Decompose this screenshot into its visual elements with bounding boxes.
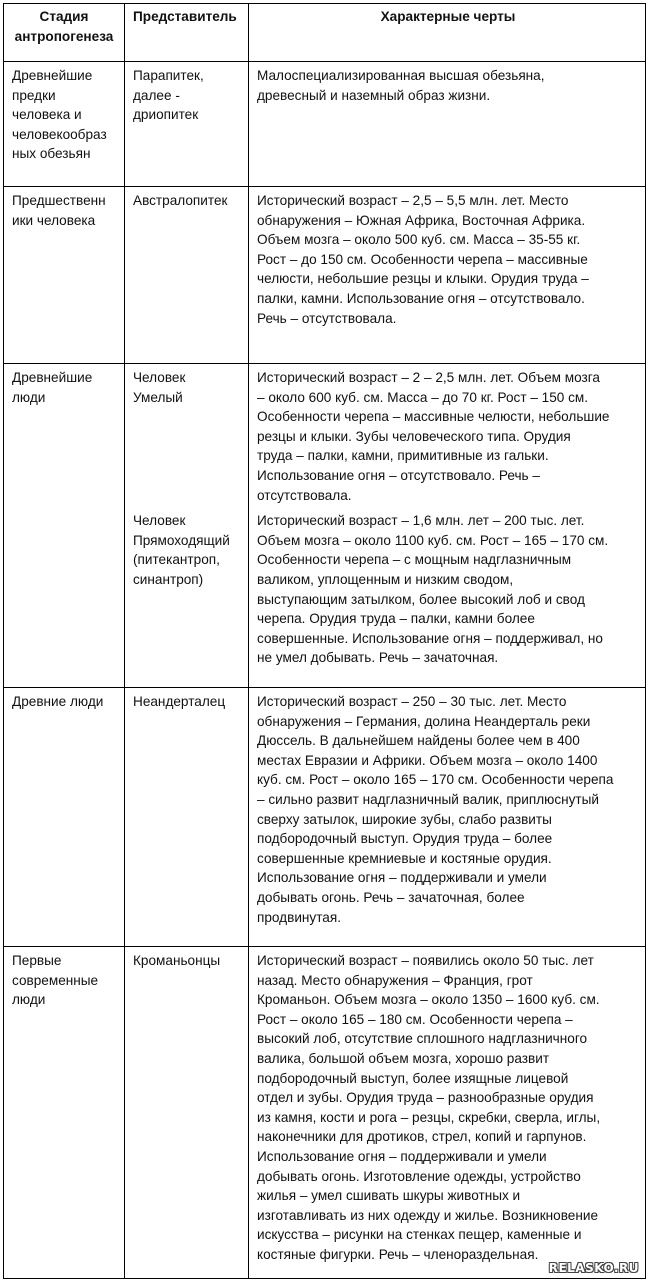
representative-line: Человек (133, 513, 186, 529)
features-line: труда – палки, камни, примитивные из гальки. (257, 448, 549, 464)
stage-line: человекообраз (12, 126, 107, 142)
features-line: изготавливать из них одежду и жилье. Возникновение (257, 1207, 599, 1223)
table-row (4, 187, 646, 364)
representative-line: Человек (133, 370, 186, 385)
table-row (4, 688, 646, 947)
stage-line: человека и (12, 107, 82, 123)
representative-line: (питекантроп, (133, 552, 220, 568)
representative-name (133, 692, 242, 712)
features-line: резцы и клыки. Зубы человеческого типа. Орудия (257, 428, 571, 444)
features-line: обнаружения – Южная Африка, Восточная Африка. (257, 212, 586, 228)
representative-name (133, 368, 242, 407)
representative-cell (125, 947, 249, 1279)
features-line: Рост – до 150 см. Особенности черепа – массивные (257, 251, 588, 267)
features-line: не умел добывать. Речь – зачаточная. (257, 650, 499, 666)
stage-cell (4, 62, 125, 187)
representative-name (133, 511, 242, 589)
representative-cell (125, 688, 249, 947)
representative-line: дриопитек (133, 107, 199, 123)
stage-line: Предшественн (12, 193, 106, 208)
features-cell (249, 62, 646, 187)
features-line: палки, камни. Использование огня – отсутствовало. (257, 290, 585, 306)
representative-line: Умелый (133, 389, 183, 405)
table-row (4, 364, 646, 688)
features-line: Дюссель. В дальнейшем найдены более чем в 400 (257, 733, 580, 749)
representative-cell (125, 62, 249, 187)
features-line: Исторический возраст – 1,6 млн. лет – 200 тыс. лет. (257, 513, 585, 529)
representative-line: Кроманьонцы (133, 953, 221, 968)
stage-line: Первые (12, 953, 62, 968)
spacer (133, 407, 242, 511)
features-line: Использование огня – поддерживали и умели (257, 870, 547, 886)
features-line: совершенные кремниевые и костяные орудия. (257, 850, 552, 866)
features-line: Рост – около 165 – 180 см. Особенности черепа – (257, 1011, 573, 1027)
header-stage (4, 4, 125, 62)
features-line: древесный и наземный образ жизни. (257, 87, 491, 103)
stage-line: современные (12, 972, 99, 988)
features-line: Исторический возраст – появились около 50 тыс. лет (257, 953, 594, 968)
representative-line: Неандерталец (133, 694, 226, 709)
features-line: – около 600 куб. см. Масса – до 70 кг. Рост – 150 см. (257, 389, 589, 405)
features-line: Особенности черепа – с мощным надглазничным (257, 552, 572, 568)
features-line: отдел и зубы. Орудия труда – разнообразные орудия (257, 1090, 594, 1106)
features-cell (249, 688, 646, 947)
representative-line: Парапитек, (133, 68, 204, 83)
representative-line: Прямоходящий (133, 532, 230, 548)
features-line: валиком, уплощенным и низким сводом, (257, 571, 514, 587)
features-line: куб. см. Рост – около 165 – 170 см. Особенности черепа (257, 772, 614, 788)
stage-cell (4, 364, 125, 688)
features-line: Объем мозга – около 500 куб. см. Масса – 35-55 кг. (257, 232, 581, 248)
features-line: Исторический возраст – 2,5 – 5,5 млн. лет. Место (257, 193, 569, 208)
stage-line: ных обезьян (12, 146, 91, 162)
watermark: RELASKO.RU (548, 1261, 639, 1275)
features-text (257, 692, 639, 927)
features-line: искусства – рисунки на стенках пещер, каменные и (257, 1227, 582, 1243)
stage-cell (4, 688, 125, 947)
features-line: обнаружения – Германия, долина Неандерталь реки (257, 713, 591, 729)
table-row (4, 62, 646, 187)
features-line: совершенные. Использование огня – поддерживал, но (257, 630, 603, 646)
stage-line: люди (12, 992, 46, 1008)
header-row (4, 4, 646, 62)
features-line: черепа. Орудия труда – палки, камни более (257, 611, 535, 627)
stage-line: Древнейшие (12, 370, 93, 385)
features-line: добывать огонь. Изготовление одежды, устройство (257, 1168, 581, 1184)
features-line: костяные фигурки. Речь – членораздельная. (257, 1246, 539, 1262)
features-text (257, 191, 639, 328)
anthropogenesis-table (3, 3, 646, 1279)
header-features: Характерные черты (249, 4, 646, 62)
features-line: Кроманьон. Объем мозга – около 1350 – 1600 куб. см. (257, 992, 600, 1008)
representative-name (133, 66, 242, 125)
features-line: наконечники для дротиков, стрел, копий и гарпунов. (257, 1129, 587, 1145)
anthropogenesis-document (3, 3, 645, 1279)
features-line: Использование огня – отсутствовало. Речь – (257, 467, 540, 483)
representative-name (133, 951, 242, 971)
features-text (257, 368, 639, 505)
stage-line: Древнейшие (12, 68, 93, 83)
features-line: сверху затылок, широкие зубы, слабо развиты (257, 811, 552, 827)
features-line: Исторический возраст – 2 – 2,5 млн. лет. Объем мозга (257, 370, 600, 385)
table-body (4, 62, 646, 1279)
stage-line: предки (12, 87, 56, 103)
features-text (257, 951, 639, 1265)
header-stage-line: антропогенеза (14, 28, 114, 44)
features-cell (249, 187, 646, 364)
features-line: местах Евразии и Африки. Объем мозга – около 1400 (257, 752, 598, 768)
features-cell (249, 364, 646, 688)
features-line: жилья – умел сшивать шкуры животных и (257, 1188, 521, 1204)
features-line: валика, большой объем мозга, хорошо развит (257, 1050, 550, 1066)
stage-cell (4, 187, 125, 364)
stage-line: Древние люди (12, 694, 104, 709)
features-line: Малоспециализированная высшая обезьяна, (257, 68, 545, 83)
features-line: – сильно развит надглазничный валик, приплюснутый (257, 791, 600, 807)
representative-line: далее - (133, 87, 180, 103)
features-text (257, 66, 639, 105)
stage-line: люди (12, 389, 46, 405)
stage-cell (4, 947, 125, 1279)
representative-cell (125, 364, 249, 688)
representative-line: синантроп) (133, 571, 204, 587)
header-stage-line: Стадия (39, 9, 89, 24)
representative-cell (125, 187, 249, 364)
features-line: Исторический возраст – 250 – 30 тыс. лет. Место (257, 694, 567, 709)
features-line: отсутствовала. (257, 487, 352, 503)
features-line: высокий лоб, отсутствие сплошного надглазничного (257, 1031, 588, 1047)
header-representative: Представитель (125, 4, 249, 62)
features-line: подбородочный выступ, более изящные лицевой (257, 1070, 569, 1086)
features-line: Речь – отсутствовала. (257, 310, 397, 326)
features-cell (249, 947, 646, 1279)
features-line: продвинутая. (257, 909, 342, 925)
features-line: подбородочный выступ. Орудия труда – более (257, 831, 553, 847)
features-line: из камня, кости и рога – резцы, скребки, сверла, иглы, (257, 1109, 601, 1125)
features-line: выступающим затылком, более высокий лоб и свод (257, 591, 585, 607)
representative-line: Австралопитек (133, 193, 228, 208)
features-line: Объем мозга – около 1100 куб. см. Рост – 165 – 170 см. (257, 532, 609, 548)
features-text (257, 511, 639, 668)
table-row (4, 947, 646, 1279)
features-line: Особенности черепа – массивные челюсти, небольшие (257, 409, 610, 425)
features-line: назад. Место обнаружения – Франция, грот (257, 972, 533, 988)
stage-line: ики человека (12, 212, 96, 228)
features-line: добывать огонь. Речь – зачаточная, более (257, 889, 525, 905)
representative-name (133, 191, 242, 211)
features-line: Использование огня – поддерживали и умели (257, 1148, 547, 1164)
features-line: челюсти, небольшие резцы и клыки. Орудия труда – (257, 271, 589, 287)
